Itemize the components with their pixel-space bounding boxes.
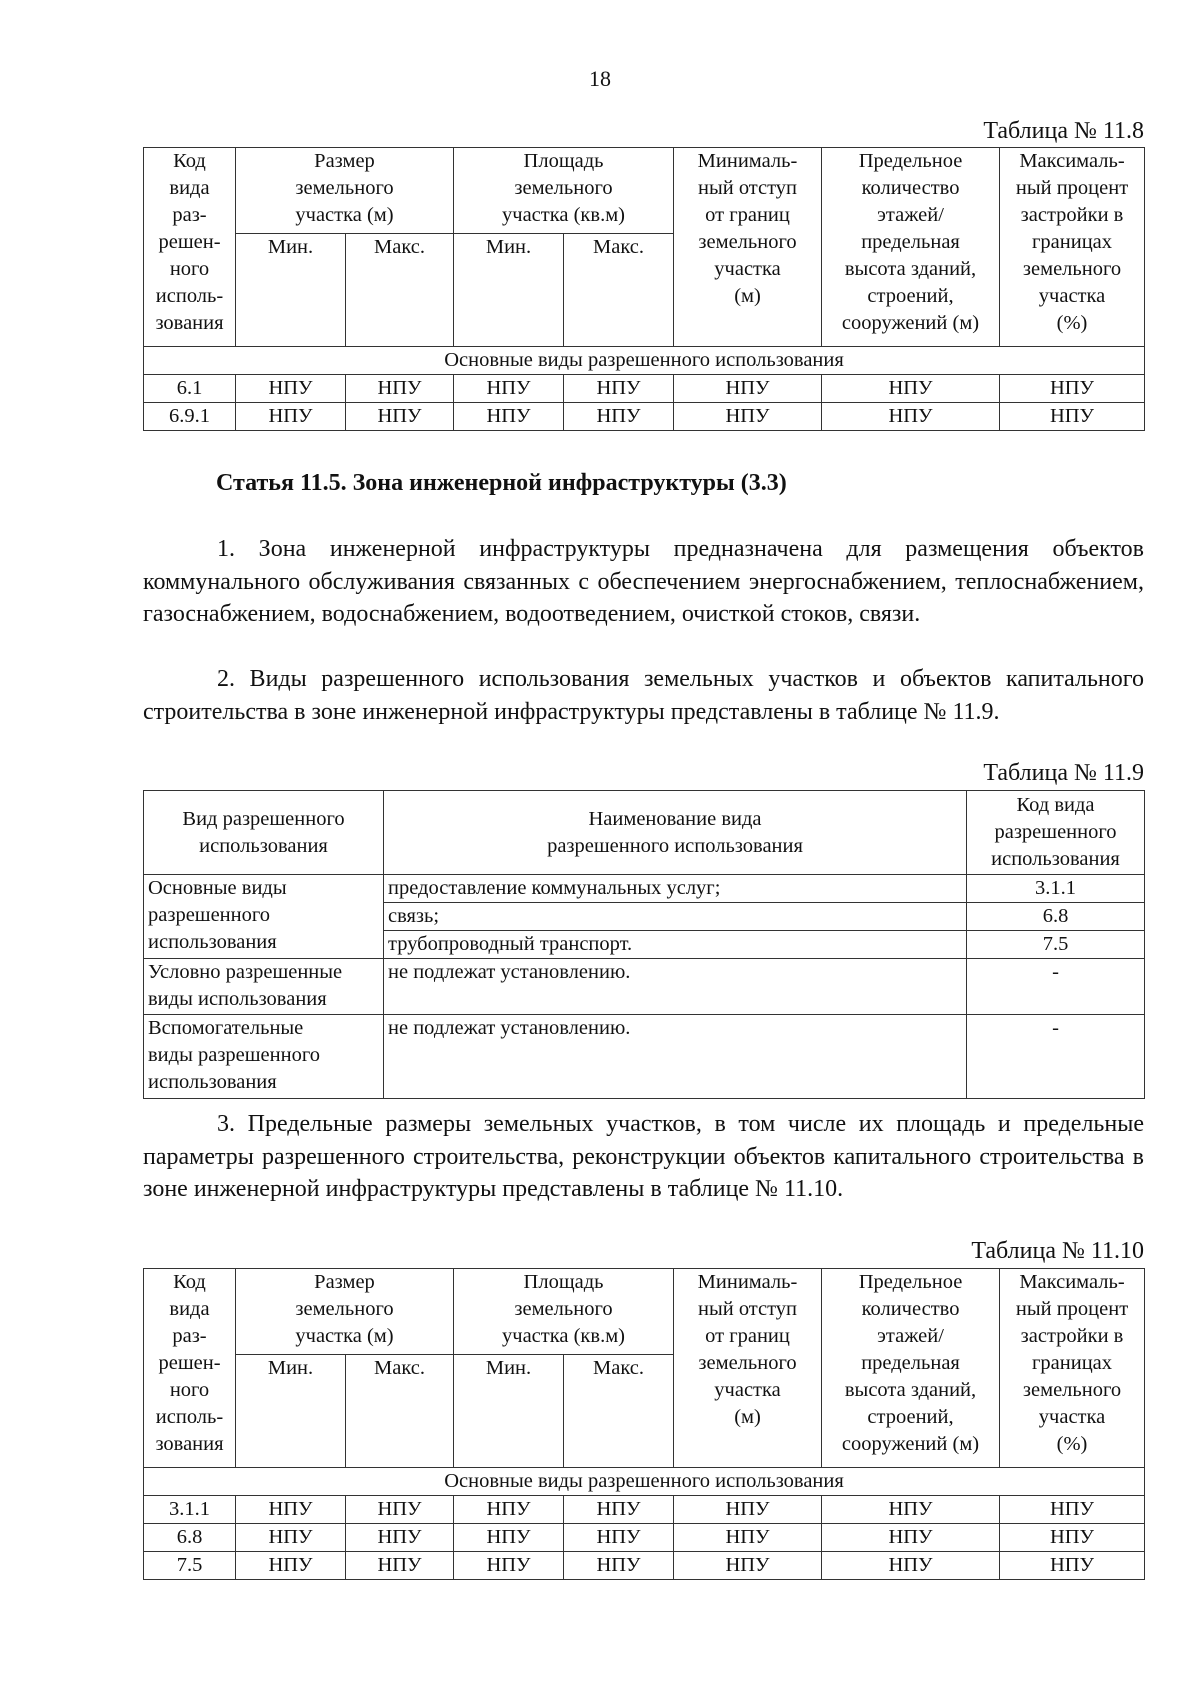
table-row: 7.5 НПУ НПУ НПУ НПУ НПУ НПУ НПУ — [144, 1552, 1145, 1580]
header-max-coverage: Максималь- ный процент застройки в границах земельного участка (%) — [1000, 148, 1145, 347]
section-main-uses: Основные виды разрешенного использования — [144, 1468, 1145, 1496]
table-11-8 — [143, 147, 1145, 431]
table-row: 6.8 НПУ НПУ НПУ НПУ НПУ НПУ НПУ — [144, 1524, 1145, 1552]
header-area-max: Макс. — [564, 234, 674, 347]
group-main-uses: Основные виды разрешенного использования — [144, 875, 384, 959]
table-row: Основные виды разрешенного использования предоставление коммунальных услуг; 3.1.1 — [144, 875, 1145, 903]
header-size-min: Мин. — [236, 1355, 346, 1468]
table-row: трубопроводный транспорт. 7.5 — [144, 931, 1145, 959]
header-max-floors: Предельное количество этажей/ предельная высота зданий, строений, сооружений (м) — [822, 1269, 1000, 1468]
header-use-type: Вид разрешенного использования — [144, 791, 384, 875]
header-max-coverage: Максималь- ный процент застройки в границах земельного участка (%) — [1000, 1269, 1145, 1468]
header-plot-size: Размер земельного участка (м) — [236, 1269, 454, 1355]
header-size-max: Макс. — [346, 234, 454, 347]
header-area-min: Мин. — [454, 234, 564, 347]
header-plot-size: Размер земельного участка (м) — [236, 148, 454, 234]
table-11-10-caption: Таблица № 11.10 — [971, 1238, 1144, 1264]
table-row: 3.1.1 НПУ НПУ НПУ НПУ НПУ НПУ НПУ — [144, 1496, 1145, 1524]
header-size-min: Мин. — [236, 234, 346, 347]
table-row: 6.9.1 НПУ НПУ НПУ НПУ НПУ НПУ НПУ — [144, 403, 1145, 431]
paragraph-2: 2. Виды разрешенного использования земельных участков и объектов капитального строительства в зоне инженерной инфраструктуры представлены в таблице № 11.9. — [143, 666, 1144, 725]
table-11-8-caption: Таблица № 11.8 — [983, 118, 1144, 144]
table-row: связь; 6.8 — [144, 903, 1145, 931]
section-main-uses: Основные виды разрешенного использования — [144, 347, 1145, 375]
table-row: Вспомогательные виды разрешенного использования не подлежат установлению. - — [144, 1015, 1145, 1099]
table-11-9 — [143, 790, 1145, 1099]
header-code: Код вида раз- решен- ного исполь- зования — [144, 148, 236, 347]
paragraph-1: 1. Зона инженерной инфраструктуры предназначена для размещения объектов коммунального обслуживания связанных с обеспечением энергоснабжением, теплоснабжением, газоснабжением, водоснабжением, водоотведением, очисткой стоков, связи. — [143, 536, 1144, 627]
table-11-10 — [143, 1268, 1145, 1580]
header-area-max: Макс. — [564, 1355, 674, 1468]
table-row: Условно разрешенные виды использования не подлежат установлению. - — [144, 959, 1145, 1015]
header-code: Код вида раз- решен- ного исполь- зования — [144, 1269, 236, 1468]
group-conditional-uses: Условно разрешенные виды использования — [144, 959, 384, 1015]
header-max-floors: Предельное количество этажей/ предельная высота зданий, строений, сооружений (м) — [822, 148, 1000, 347]
header-plot-area: Площадь земельного участка (кв.м) — [454, 1269, 674, 1355]
header-min-setback: Минималь- ный отступ от границ земельного участка (м) — [674, 1269, 822, 1468]
table-row: 6.1 НПУ НПУ НПУ НПУ НПУ НПУ НПУ — [144, 375, 1145, 403]
header-size-max: Макс. — [346, 1355, 454, 1468]
header-plot-area: Площадь земельного участка (кв.м) — [454, 148, 674, 234]
article-heading: Статья 11.5. Зона инженерной инфраструктуры (3.3) — [216, 470, 787, 496]
page-number: 18 — [589, 66, 611, 91]
header-use-code: Код вида разрешенного использования — [967, 791, 1145, 875]
header-use-name: Наименование вида разрешенного использования — [384, 791, 967, 875]
paragraph-3: 3. Предельные размеры земельных участков, в том числе их площадь и предельные параметры разрешенного строительства, реконструкции объектов капитального строительства в зоне инженерной инфраструктуры представлены в таблице № 11.10. — [143, 1111, 1144, 1202]
table-11-9-caption: Таблица № 11.9 — [983, 760, 1144, 786]
group-auxiliary-uses: Вспомогательные виды разрешенного использования — [144, 1015, 384, 1099]
header-min-setback: Минималь- ный отступ от границ земельного участка (м) — [674, 148, 822, 347]
header-area-min: Мин. — [454, 1355, 564, 1468]
